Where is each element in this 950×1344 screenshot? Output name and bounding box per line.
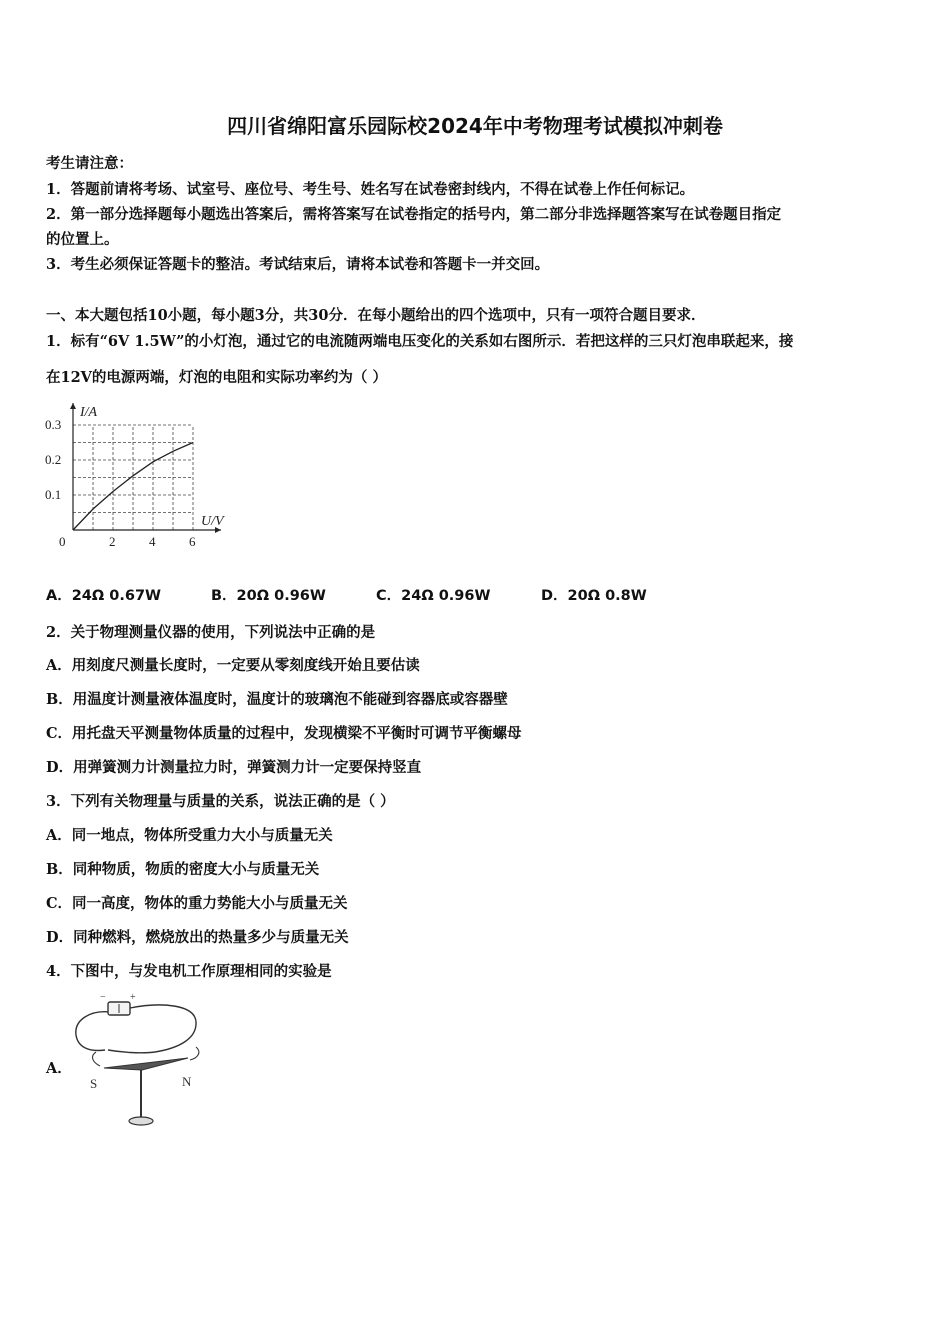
y-tick-label: 0.2 <box>45 452 62 467</box>
x-tick-label: 4 <box>149 534 156 549</box>
compass-needle <box>104 1058 188 1070</box>
x-axis-label: U/V <box>201 514 224 529</box>
q2-option-b[interactable]: B．用温度计测量液体温度时，温度计的玻璃泡不能碰到容器底或容器壁 <box>46 691 508 708</box>
q1-stem-line2: 在12V的电源两端，灯泡的电阻和实际功率约为（ ） <box>46 369 387 386</box>
q3-option-a[interactable]: A．同一地点，物体所受重力大小与质量无关 <box>46 827 333 844</box>
experiment-figure <box>70 990 210 1130</box>
y-tick-label: 0.1 <box>45 487 62 502</box>
y-axis-arrow-icon <box>70 403 76 409</box>
q1-option-a[interactable]: A．24Ω 0.67W <box>46 588 162 604</box>
notice-item: 1．答题前请将考场、试室号、座位号、考生号、姓名写在试卷密封线内，不得在试卷上作任何标记。 <box>46 181 695 198</box>
q3-option-b[interactable]: B．同种物质，物质的密度大小与质量无关 <box>46 861 320 878</box>
page-title: 四川省绵阳富乐园际校2024年中考物理考试模拟冲刺卷 <box>227 114 723 138</box>
section-heading: 一、本大题包括10小题，每小题3分，共30分．在每小题给出的四个选项中，只有一项符合题目要求． <box>46 307 706 324</box>
q4-stem: 4．下图中，与发电机工作原理相同的实验是 <box>46 963 332 980</box>
chart-grid <box>73 425 193 530</box>
battery-minus-label: − <box>100 992 106 1003</box>
origin-label: 0 <box>59 534 66 549</box>
y-axis-label: I/A <box>80 405 98 420</box>
q2-stem: 2．关于物理测量仪器的使用，下列说法中正确的是 <box>46 624 376 641</box>
battery-plus-label: + <box>130 992 136 1003</box>
q3-option-c[interactable]: C．同一高度，物体的重力势能大小与质量无关 <box>46 895 348 912</box>
notice-heading: 考生请注意： <box>46 155 133 172</box>
q2-option-a[interactable]: A．用刻度尺测量长度时，一定要从零刻度线开始且要估读 <box>46 657 420 674</box>
x-tick-label: 2 <box>109 534 116 549</box>
q1-option-c[interactable]: C．24Ω 0.96W <box>376 588 491 604</box>
needle-n-label: N <box>182 1074 192 1089</box>
wire-loop <box>76 1005 196 1053</box>
q2-option-d[interactable]: D．用弹簧测力计测量拉力时，弹簧测力计一定要保持竖直 <box>46 759 422 776</box>
needle-s-label: S <box>90 1076 98 1091</box>
notice-item: 3．考生必须保证答题卡的整洁。考试结束后，请将本试卷和答题卡一并交回。 <box>46 256 550 273</box>
iu-chart <box>40 395 240 555</box>
notice-item: 2．第一部分选择题每小题选出答案后，需将答案写在试卷指定的括号内，第二部分非选择题答案写在试卷题目指定 <box>46 206 782 223</box>
chart-series <box>73 443 193 531</box>
x-tick-label: 6 <box>189 534 196 549</box>
q3-stem: 3．下列有关物理量与质量的关系，说法正确的是（ ） <box>46 793 395 810</box>
q1-option-d[interactable]: D．20Ω 0.8W <box>541 588 647 604</box>
stand-base <box>129 1117 153 1125</box>
q1-stem-line1: 1．标有“6V 1.5W”的小灯泡，通过它的电流随两端电压变化的关系如右图所示．若把这样的三只灯泡串联起来，接 <box>46 333 794 350</box>
q1-option-b[interactable]: B．20Ω 0.96W <box>211 588 326 604</box>
y-tick-label: 0.3 <box>45 417 62 432</box>
notice-item: 的位置上。 <box>46 231 119 248</box>
q4-option-a-label[interactable]: A． <box>46 1060 72 1077</box>
chart-ticks <box>45 405 225 549</box>
q3-option-d[interactable]: D．同种燃料，燃烧放出的热量多少与质量无关 <box>46 929 349 946</box>
q2-option-c[interactable]: C．用托盘天平测量物体质量的过程中，发现横梁不平衡时可调节平衡螺母 <box>46 725 522 742</box>
series-line <box>73 443 193 531</box>
